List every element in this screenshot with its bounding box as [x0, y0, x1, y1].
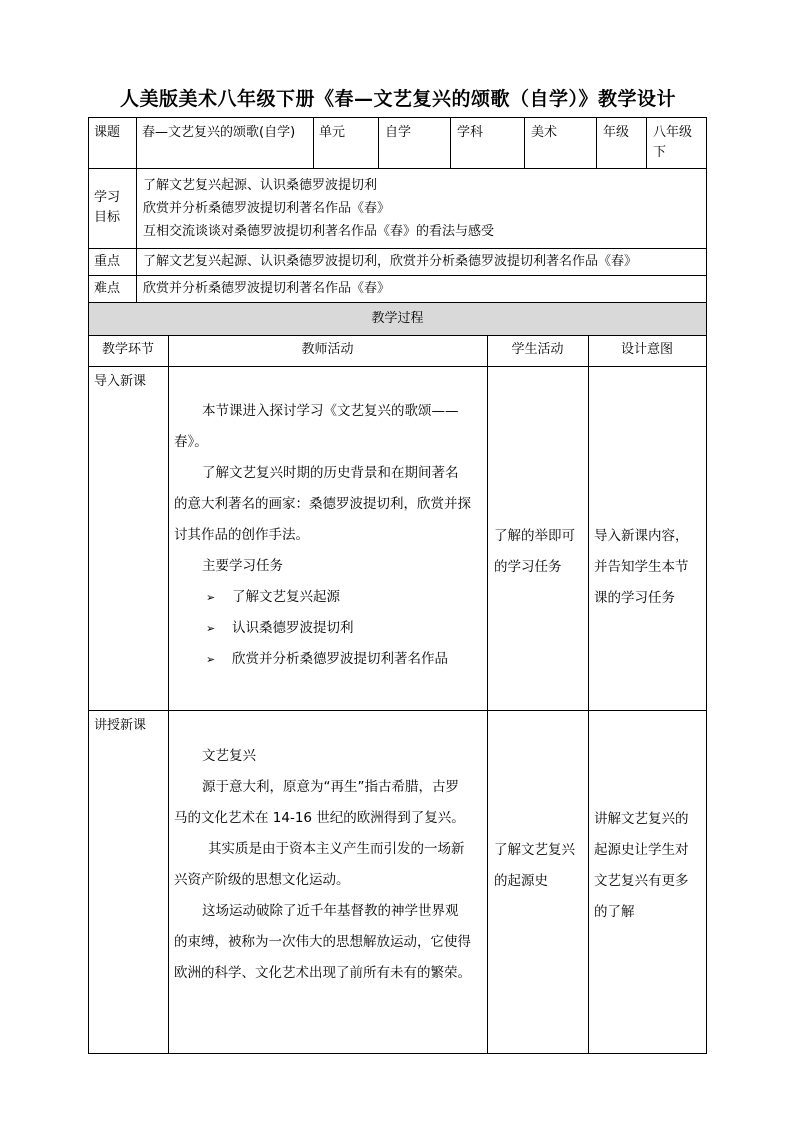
list-item: 欣赏并分析桑德罗波提切利著名作品《春》 — [143, 201, 391, 216]
stage-intro: 导入新课 — [94, 374, 147, 389]
column-header-intent: 设计意图 — [620, 342, 673, 357]
list-item: ➢ 认识桑德罗波提切利 — [174, 613, 471, 644]
key-point-text: 了解文艺复兴起源、认识桑德罗波提切利，欣赏并分析桑德罗波提切利著名作品《春》 — [143, 254, 638, 269]
topic-label: 课题 — [94, 125, 121, 140]
list-item: ➢ 欣赏并分析桑德罗波提切利著名作品 — [174, 644, 471, 675]
unit-label: 单元 — [319, 125, 346, 140]
list-item: 了解文艺复兴起源、认识桑德罗波提切利 — [143, 178, 378, 193]
process-header: 教学过程 — [371, 311, 424, 326]
design-intent-intro: 导入新课内容， 并告知学生本节 课的学习任务 — [594, 528, 689, 606]
grade-value: 八年级 下 — [653, 125, 693, 160]
design-intent-lecture: 讲解文艺复兴的 起源史让学生对 文艺复兴有更多 的了解 — [594, 811, 689, 920]
goals-list — [143, 174, 494, 243]
unit-value: 自学 — [385, 125, 412, 140]
column-header-teacher: 教师活动 — [301, 342, 354, 357]
subject-value: 美术 — [531, 125, 558, 140]
document-title: 人美版美术八年级下册《春—文艺复兴的颂歌（自学）》教学设计 — [119, 88, 676, 110]
column-header-student: 学生活动 — [511, 342, 564, 357]
difficulty-text: 欣赏并分析桑德罗波提切利著名作品《春》 — [143, 281, 391, 296]
key-point-label: 重点 — [94, 254, 121, 269]
student-activity-lecture: 了解文艺复兴 的起源史 — [494, 842, 575, 889]
list-item: ➢ 了解文艺复兴起源 — [174, 582, 471, 613]
column-header-stage: 教学环节 — [101, 342, 154, 357]
arrow-bullet-icon: ➢ — [206, 622, 216, 635]
difficulty-label: 难点 — [94, 281, 121, 296]
arrow-bullet-icon: ➢ — [206, 591, 216, 604]
teacher-activity-intro: 本节课进入探讨学习《文艺复兴的歌颂—— 春》。 了解文艺复兴时期的历史背景和在期间著名 的意大利著名的画家：桑德罗波提切利，欣赏并探 讨其作品的创作手法。 主要学习任务 ➢ 了解文艺复兴起源 ➢ 认识桑德罗波提切利 ➢ 欣赏并分析桑德罗波提切利著名作品 — [174, 396, 471, 675]
topic-value: 春—文艺复兴的颂歌(自学) — [142, 125, 296, 140]
teacher-activity-lecture: 文艺复兴 源于意大利，原意为“再生”指古希腊，古罗 马的文化艺术在 14-16 世纪的欧洲得到了复兴。 其实质是由于资本主义产生而引发的一场新 兴资产阶级的思想文化运动。 这场运动破除了近千年基督教的神学世界观 的束缚，被称为一次伟大的思想解放运动，它使得 欧洲的科学、文化艺术出现了前所有未有的繁荣。 — [174, 748, 471, 981]
grade-label: 年级 — [603, 125, 630, 140]
subject-label: 学科 — [457, 125, 484, 140]
student-activity-intro: 了解的举即可 的学习任务 — [494, 528, 575, 575]
arrow-bullet-icon: ➢ — [206, 653, 216, 666]
list-item: 互相交流谈谈对桑德罗波提切利著名作品《春》的看法与感受 — [143, 224, 495, 239]
stage-lecture: 讲授新课 — [94, 718, 147, 733]
goals-label: 学习 目标 — [94, 190, 121, 225]
